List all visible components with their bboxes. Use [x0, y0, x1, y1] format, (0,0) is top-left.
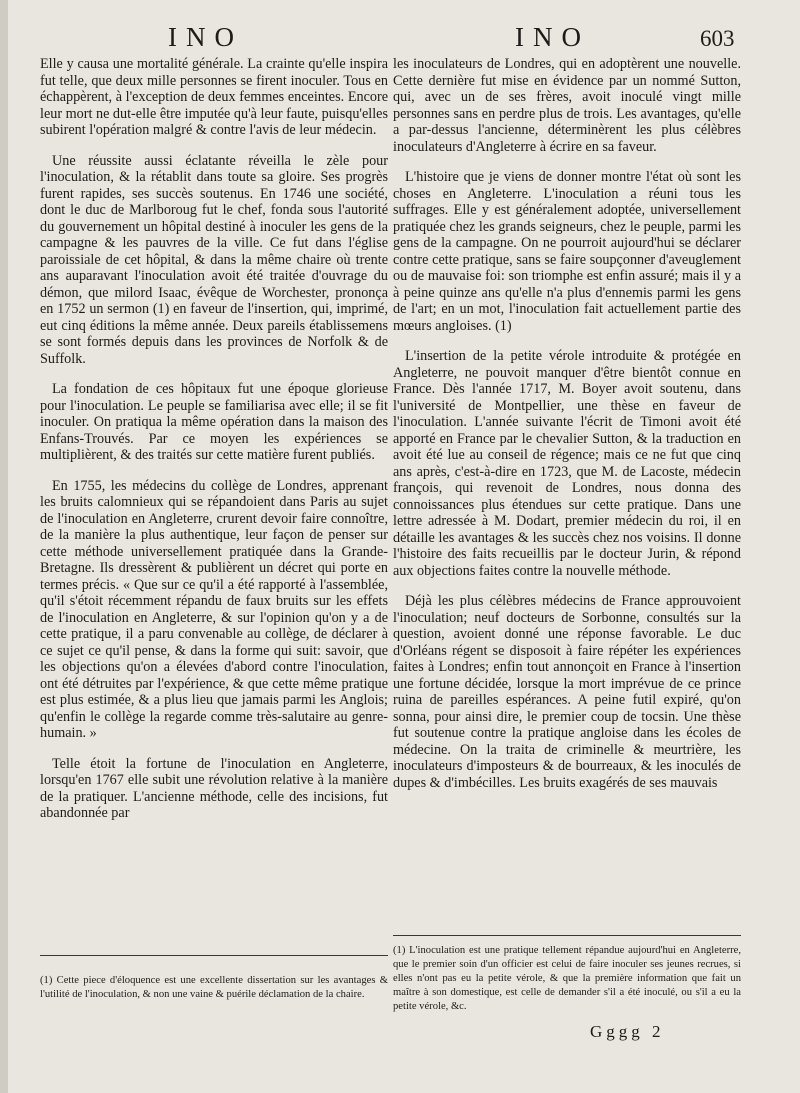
left-column [40, 56, 388, 836]
page-number: 603 [700, 26, 735, 51]
signature-mark: Gggg 2 [590, 1022, 665, 1041]
left-paragraph-4: En 1755, les médecins du collège de Londres, apprenant les bruits calomnieux qui se répandoient dans Paris au sujet de l'inoculation en Angleterre, crurent devoir faire connoître, de la manière la plus authentique, leur façon de penser sur cette méthode universellement pratiquée dans la Grande-Bretagne. Ils dressèrent & publièrent un décret qui porte en termes précis. « Que sur ce qu'il a été rapporté à l'assemblée, qu'il s'étoit récemment répandu de faux bruits sur les effets de l'inoculation en Angleterre, & sur l'opinion qu'on y a de cette pratique, il a paru convenable au collège, de déclarer à ce sujet ce qu'il pense, & dans la forme qui suit: savoir, que les objections qu'on a élevées d'abord contre l'inoculation, ont été détruites par l'expérience, & que cette même pratique est plus estimée, & a plus lieu que jamais parmi les Anglois; qu'enfin le collège la regarde comme très-salutaire au genre-humain. » [40, 477, 388, 741]
right-footnote-text: (1) L'inoculation est une pratique tellement répandue aujourd'hui en Angleterre, que le premier soin d'un officier est celui de faire inoculer ses jeunes recrues, si elles n'ont pas eu la petite vérole, & que la première information que fait un maître à son domestique, est celle de demander s'il a été inoculé, ou s'il a eu la petite vérole, &c. [393, 945, 741, 1012]
right-paragraph-3: L'insertion de la petite vérole introduite & protégée en Angleterre, ne pouvoit manquer d'être bientôt connue en France. Dès l'année 1717, M. Boyer avoit soutenu, dans l'université de Montpellier, une thèse en faveur de l'inoculation. L'année suivante l'écrit de Timoni avoit été apporté en France par le chevalier Sutton, & la traduction en avoit été lue au conseil de régence; mais ce ne fut que cinq ans après, c'est-à-dire en 1723, que M. de Lacoste, médecin françois, qui revenoit de Londres, nous donna des connoissances plus étendues sur cette pratique. Dans une lettre adressée à M. Dodart, premier médecin du roi, il en détaille les avantages & les succès chez nos voisins. Il donne l'histoire des faits recueillis par le docteur Jurin, & répond aux objections faites contre la nouvelle méthode. [393, 348, 741, 579]
left-paragraph-3: La fondation de ces hôpitaux fut une époque glorieuse pour l'inoculation. Le peuple se familiarisa avec elle; il se fit inoculer. On pratiqua la même opération dans la maison des Enfans-Trouvés. Par ce moyen les expériences se multiplièrent, & des traités sur cette matière furent publiés. [40, 381, 388, 463]
left-paragraph-2: Une réussite aussi éclatante réveilla le zèle pour l'inoculation, & la rétablit dans toute sa gloire. Ses progrès furent rapides, ses succès soutenus. En 1746 une société, dont le duc de Marlboroug fut le chef, fonda sous l'autorité du gouvernement un hôpital destiné à inoculer les gens de la campagne & les pauvres de la ville. Ce fut dans l'église paroissiale de cet hôpital, & dans la même chaire où trente ans auparavant l'inoculation avoit été traitée d'ouvrage du démon, que milord Isaac, évêque de Worchester, prononça en 1752 un sermon (1) en faveur de l'insertion, qui, imprimé, eut cinq éditions la même année. Deux pareils établissemens se sont formés depuis dans les provinces de Norfolk & de Suffolk. [40, 152, 388, 367]
running-head [0, 22, 800, 56]
right-paragraph-4: Déjà les plus célèbres médecins de France approuvoient l'inoculation; neuf docteurs de Sorbonne, consultés sur la question, avoient donné une réponse favorable. Le duc d'Orléans régent se disposoit à faire répéter les expériences faites à Londres; enfin tout annonçoit en France à l'insertion une fortune décidée, lorsque la mort imprévue de ce prince ruina de pareilles espérances. A peine futil expiré, qu'on sonna, pour ainsi dire, le premier coup de tocsin. Une thèse fut soutenue contre la pratique angloise dans les écoles de médecine. On la traita de criminelle & meurtrière, les inoculateurs d'imposteurs & de bourreaux, & les inoculés de dupes & d'imbécilles. Les bruits exagérés de ses mauvais [393, 593, 741, 791]
right-footnote [393, 935, 741, 1014]
right-paragraph-1: les inoculateurs de Londres, qui en adoptèrent une nouvelle. Cette dernière fut mise en évidence par un nommé Sutton, qui, avec un de ses frères, avoit inoculé vingt mille personnes sans en perdre plus de trois. Les avantages, qu'elle a par-dessus l'ancienne, déterminèrent les plus célèbres inoculateurs d'Angleterre à écrire en sa faveur. [393, 56, 741, 155]
left-footnote [40, 955, 388, 1002]
left-paragraph-5: Telle étoit la fortune de l'inoculation en Angleterre, lorsqu'en 1767 elle subit une révolution relative à la manière de la pratiquer. L'ancienne méthode, celle des incisions, fut abandonnée par [40, 755, 388, 821]
left-paragraph-1: Elle y causa une mortalité générale. La crainte qu'elle inspira fut telle, que deux mille personnes se firent inoculer. Tous en échappèrent, à l'exception de deux femmes enceintes. Encore leur mort ne dut-elle être imputée qu'à leur faute, puisqu'elles subirent l'opération malgré & contre l'avis de leur médecin. [40, 56, 388, 138]
page-edge-shadow [0, 0, 8, 1093]
running-head-left: INO [168, 22, 243, 52]
running-head-right: INO [515, 22, 590, 52]
right-column [393, 56, 741, 805]
left-footnote-text: (1) Cette piece d'éloquence est une excellente dissertation sur les avantages & l'utilité de l'inoculation, & non une vaine & puérile déclamation de la chaire. [40, 975, 388, 1000]
right-paragraph-2: L'histoire que je viens de donner montre l'état où sont les choses en Angleterre. L'inoculation a réuni tous les suffrages. Elle y est généralement adoptée, universellement pratiquée chez les grands seigneurs, chez le peuple, parmi les gens de la campagne. On ne pourroit aujourd'hui se déclarer contre cette pratique, sans se faire soupçonner d'aveuglement ou de mauvaise foi: son triomphe est enfin assuré; mais il y a à peine quinze ans qu'elle n'a plus d'ennemis parmi les gens de l'art; en un mot, l'inoculation fait actuellement partie des mœurs angloises. (1) [393, 169, 741, 334]
